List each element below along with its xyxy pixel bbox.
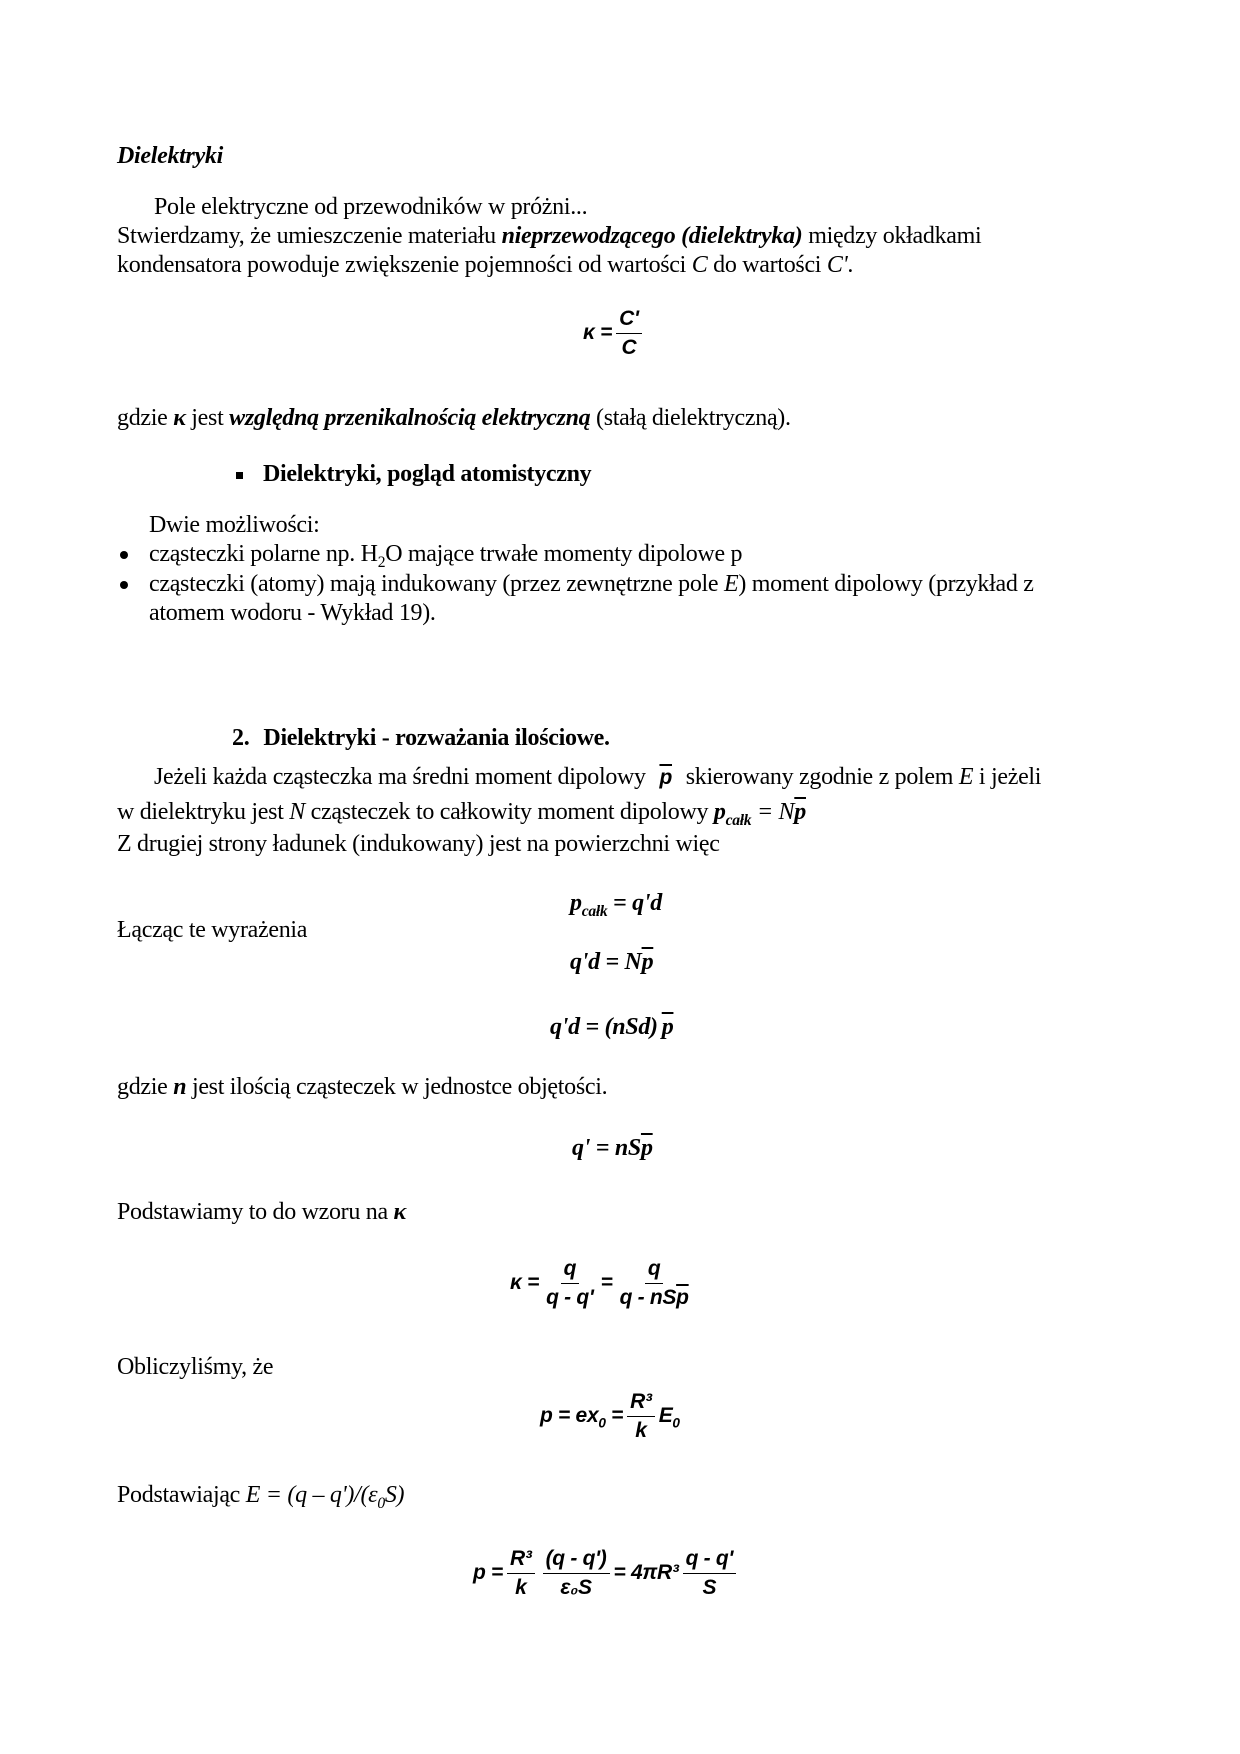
symbol: $\overline{p}$ [659,766,672,789]
eq-part: = [605,1404,624,1428]
numerator: C' [616,305,642,334]
numerator: (q - q') [543,1545,610,1574]
eq-part: q' = nS [572,1135,641,1161]
text: do wartości [707,252,827,278]
text: cząsteczek to całkowity moment dipolowy [304,799,714,825]
equation-kappa-charges [510,1255,696,1312]
paragraph [117,832,720,856]
eq-part: p = ex [540,1404,599,1428]
eq-part: $\overline{p}$ [641,949,654,975]
heading-text: Dielektryki [263,725,377,751]
den-part: $\overline{p}$ [676,1286,689,1310]
text: skierowany zgodnie z polem [680,764,959,790]
document-title: Dielektryki [117,143,224,169]
formula: S) [384,1482,405,1508]
symbol: κ [393,1199,406,1225]
eq-sign: = [600,1271,613,1295]
equation [572,1136,653,1160]
subscript: całk [581,902,608,920]
denominator: C [621,336,637,360]
fraction [616,305,642,362]
paragraph [117,918,307,942]
numerator: q [561,1255,580,1284]
bullet-icon [120,581,128,589]
paragraph [117,224,981,248]
subscript: całk [725,811,752,829]
text: Podstawiamy to do wzoru na [117,1199,394,1225]
heading-number: 2. [232,725,250,751]
square-bullet-icon [236,472,243,479]
paragraph [149,513,320,537]
formula: E = (q – q')/(ε [245,1482,378,1508]
paragraph [117,406,791,430]
eq-part: $\overline{p}$ [640,1135,653,1161]
symbol: C' [826,252,848,278]
list-item [120,542,742,570]
text: . [847,252,854,278]
numerator: R³ [627,1388,655,1417]
list-item [120,572,1034,596]
subscript: 2 [377,553,386,571]
eq-lhs: κ = [510,1271,540,1295]
eq-part: = q'd [607,890,662,916]
text: Obliczyliśmy, że [117,1354,274,1380]
text: jest ilością cząsteczek w jednostce objętości. [186,1074,608,1100]
subscript: 0 [377,1494,385,1512]
text: ) moment dipolowy (przykład z [738,571,1034,597]
emphasis: nieprzewodzącego (dielektryka) [501,223,803,249]
text: Dwie możliwości: [149,512,320,538]
equation-dipole [540,1388,680,1445]
fraction [507,1545,535,1602]
text: Z drugiej strony ładunek (indukowany) jest na powierzchni więc [117,831,720,857]
text: Pole elektryczne od przewodników w próżni... [154,194,588,220]
text: atomem wodoru - Wykład 19). [149,600,436,626]
numerator: q [645,1255,664,1284]
denominator: S [702,1576,717,1600]
paragraph [154,765,1041,789]
text: gdzie [117,405,174,431]
text: gdzie [117,1074,174,1100]
text: w dielektryku jest [117,799,290,825]
paragraph [117,1483,404,1511]
text: i jeżeli [973,764,1042,790]
den-part: q - nS [619,1286,677,1310]
eq-lhs: p = [473,1561,504,1585]
bullet-icon [120,551,128,559]
denominator [617,1284,692,1312]
emphasis: względną przenikalnością elektryczną [229,405,591,431]
text: cząsteczki polarne np. H [149,541,378,567]
list-item-continuation [149,601,436,625]
symbol: κ [173,405,186,431]
fraction [543,1545,610,1602]
eq-part: $\overline{p}$ [661,1014,674,1040]
equation [570,891,662,919]
denominator: ε₀S [560,1576,592,1600]
fraction [627,1388,655,1445]
denominator: q - q' [546,1286,594,1310]
heading-text: - rozważania ilościowe. [376,725,610,751]
text: Podstawiając [117,1482,246,1508]
text: O mające trwałe momenty dipolowe p [385,541,743,567]
eq-part: q'd = N [570,949,642,975]
heading-text: Dielektryki, pogląd atomistyczny [263,461,592,487]
equation [570,950,653,974]
eq-part: p [570,890,582,916]
paragraph [117,1355,273,1379]
symbol: n [173,1074,187,1100]
eq-lhs: κ = [583,321,613,345]
symbol: = N [751,799,795,825]
symbol: E [958,764,974,790]
symbol: $\overline{p}$ [794,799,806,825]
eq-part: = 4πR³ [613,1561,679,1585]
numerator: R³ [507,1545,535,1574]
section-heading [232,726,610,750]
section-heading [236,462,591,486]
text: Stwierdzamy, że umieszczenie materiału [117,223,502,249]
subscript: 0 [672,1415,680,1431]
denominator: k [515,1576,527,1600]
text: między okładkami [802,223,982,249]
text: cząsteczki (atomy) mają indukowany (przez zewnętrzne pole [149,571,724,597]
text: kondensatora powoduje zwiększenie pojemności od wartości [117,252,692,278]
paragraph [117,1075,607,1099]
paragraph [117,253,853,277]
text: Jeżeli każda cząsteczka ma średni moment dipolowy [154,764,652,790]
symbol: p [713,799,726,825]
equation-dipole-final [473,1545,740,1602]
equation [550,1015,673,1039]
text: Łącząc te wyrażenia [117,917,308,943]
fraction [683,1545,737,1602]
fraction [617,1255,692,1312]
text: jest [185,405,230,431]
denominator: k [635,1419,647,1443]
text: (stałą dielektryczną). [590,405,791,431]
eq-part: q'd = (nSd) [550,1014,658,1040]
fraction [543,1255,597,1312]
paragraph [154,195,587,219]
paragraph [117,1200,406,1224]
subscript: 0 [598,1415,606,1431]
paragraph [117,800,806,828]
symbol: N [289,799,305,825]
numerator: q - q' [683,1545,737,1574]
symbol: E [723,571,739,597]
equation-kappa [583,305,646,362]
eq-part: E [658,1404,673,1428]
symbol: C [691,252,708,278]
